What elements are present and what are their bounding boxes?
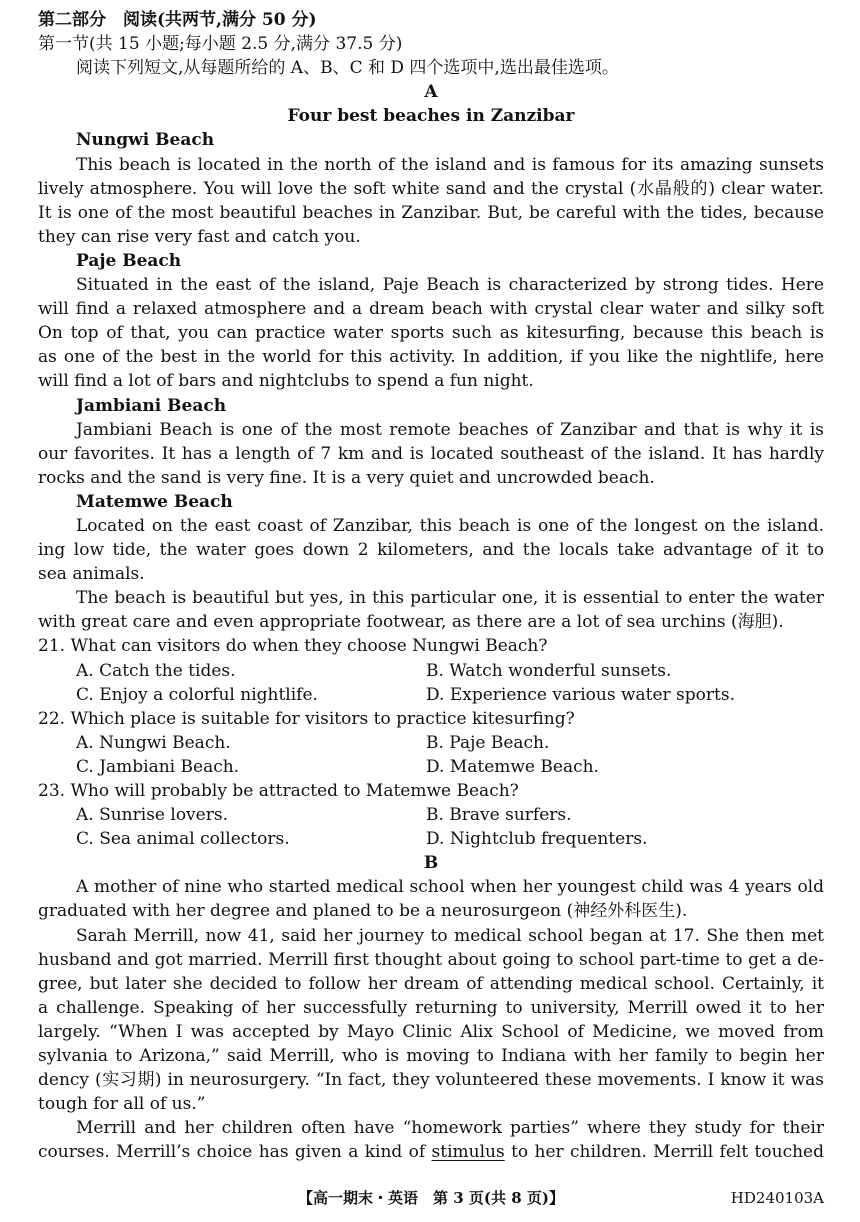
option-c: C. Sea animal collectors. [76, 829, 290, 850]
option-c: C. Jambiani Beach. [76, 756, 240, 777]
option-b: B. Brave surfers. [426, 805, 572, 826]
footer-code: HD240103A [730, 1189, 824, 1207]
text-line: largely. “When I was accepted by Mayo Clinic Alix School of Medicine, we moved from [38, 1021, 824, 1042]
text-line: sylvania to Arizona,” said Merrill, who is moving to Indiana with her family to begin her [38, 1046, 824, 1067]
text-line: husband and got married. Merrill first thought about going to school part-time to get a de- [38, 949, 824, 970]
text-line: A mother of nine who started medical school when her youngest child was 4 years old [76, 877, 824, 898]
page-footer [38, 1186, 824, 1210]
text-line: our favorites. It has a length of 7 km and is located southeast of the island. It has hardly [38, 443, 824, 464]
part-heading: 第二部分 阅读(共两节,满分 50 分) [38, 10, 317, 30]
question-22-options-row-1 [38, 731, 824, 755]
beach-heading-paje: Paje Beach [76, 250, 182, 271]
question-21-options-row-2 [38, 683, 824, 707]
option-d: D. Matemwe Beach. [426, 756, 599, 777]
passage-b-letter: B [423, 853, 439, 874]
text-line: tough for all of us.” [38, 1094, 206, 1115]
question-21-stem: 21. What can visitors do when they choose Nungwi Beach? [38, 636, 548, 657]
beach-heading-nungwi: Nungwi Beach [76, 130, 215, 151]
text-line: It is one of the most beautiful beaches in Zanzibar. But, be careful with the tides, because [38, 202, 824, 223]
option-a: A. Catch the tides. [76, 660, 236, 681]
text-line: Situated in the east of the island, Paje Beach is characterized by strong tides. Here [76, 275, 824, 296]
option-d: D. Nightclub frequenters. [426, 829, 648, 850]
question-23-stem: 23. Who will probably be attracted to Matemwe Beach? [38, 781, 519, 801]
option-a: A. Sunrise lovers. [76, 805, 228, 826]
text-line: Sarah Merrill, now 41, said her journey to medical school began at 17. She then met [76, 925, 824, 946]
text-segment: to her children. Merrill felt touched [504, 1142, 824, 1163]
question-21-options-row-1 [38, 659, 824, 683]
option-b: B. Paje Beach. [426, 732, 550, 753]
text-line: will find a lot of bars and nightclubs to spend a fun night. [38, 371, 534, 392]
text-line: Merrill and her children often have “homework parties” where they study for their [76, 1118, 824, 1139]
text-line: This beach is located in the north of the island and is famous for its amazing sunsets [76, 154, 824, 175]
option-b: B. Watch wonderful sunsets. [426, 660, 672, 681]
footer-page-info: 【高一期末・英语 第 3 页(共 8 页)】 [298, 1189, 564, 1207]
underlined-word: stimulus [431, 1142, 505, 1163]
section-heading: 第一节(共 15 小题;每小题 2.5 分,满分 37.5 分) [38, 34, 403, 55]
text-line: rocks and the sand is very fine. It is a very quiet and uncrowded beach. [38, 467, 655, 488]
text-line: a challenge. Speaking of her successfully returning to university, Merrill owed it to her [38, 997, 824, 1018]
passage-a-letter: A [424, 82, 438, 103]
text-line: with great care and even appropriate footwear, as there are a lot of sea urchins (海胆). [38, 612, 784, 633]
beach-heading-jambiani: Jambiani Beach [76, 395, 227, 416]
passage-a-title: Four best beaches in Zanzibar [287, 106, 575, 127]
text-line: On top of that, you can practice water sports such as kitesurfing, because this beach is [38, 323, 824, 344]
text-line: will find a relaxed atmosphere and a dream beach with crystal clear water and silky soft [38, 299, 824, 320]
text-line: gree, but later she decided to follow her dream of attending medical school. Certainly, it [38, 973, 824, 994]
option-a: A. Nungwi Beach. [76, 732, 231, 753]
question-22-stem: 22. Which place is suitable for visitors to practice kitesurfing? [38, 708, 575, 729]
text-line: ing low tide, the water goes down 2 kilometers, and the locals take advantage of it to [38, 540, 824, 561]
question-23-options-row-1 [38, 803, 824, 827]
beach-heading-matemwe: Matemwe Beach [76, 491, 233, 512]
text-line: lively atmosphere. You will love the soft white sand and the crystal (水晶般的) clear water. [38, 178, 824, 199]
text-line: Jambiani Beach is one of the most remote beaches of Zanzibar and that is why it is [76, 419, 824, 440]
text-line: graduated with her degree and planed to be a neurosurgeon (神经外科医生). [38, 901, 688, 922]
text-line: Located on the east coast of Zanzibar, this beach is one of the longest on the island. [76, 515, 824, 536]
text-line: they can rise very fast and catch you. [38, 226, 361, 247]
question-23-options-row-2 [38, 827, 824, 851]
text-line: sea animals. [38, 564, 145, 585]
text-line [38, 1140, 824, 1164]
question-22-options-row-2 [38, 755, 824, 779]
option-d: D. Experience various water sports. [426, 684, 735, 705]
text-line: dency (实习期) in neurosurgery. “In fact, they volunteered these movements. I know it was [38, 1070, 824, 1091]
text-segment: courses. Merrill’s choice has given a kind of [38, 1142, 432, 1163]
text-line: The beach is beautiful but yes, in this particular one, it is essential to enter the water [76, 588, 824, 609]
text-line: as one of the best in the world for this activity. In addition, if you like the nightlife, here [38, 347, 824, 368]
instruction-text: 阅读下列短文,从每题所给的 A、B、C 和 D 四个选项中,选出最佳选项。 [76, 58, 619, 79]
option-c: C. Enjoy a colorful nightlife. [76, 684, 318, 705]
